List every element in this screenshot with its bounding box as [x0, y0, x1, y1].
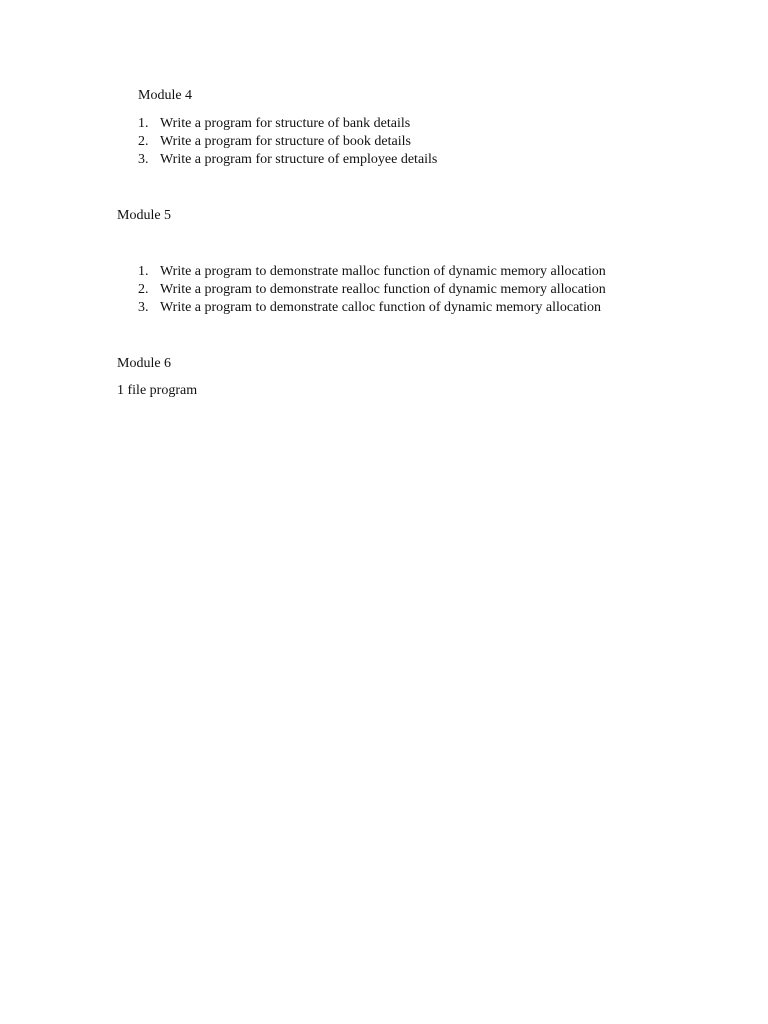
module-4-heading: Module 4: [138, 88, 193, 103]
list-item: [138, 151, 437, 169]
module-5-heading: Module 5: [117, 208, 172, 223]
module-6-heading: Module 6: [117, 356, 172, 371]
list-number: 2.: [138, 282, 149, 297]
module-6-text: 1 file program: [117, 383, 198, 398]
list-number: 2.: [138, 134, 149, 149]
list-item-text: Write a program for structure of employee details: [160, 152, 438, 167]
list-item-text: Write a program to demonstrate malloc function of dynamic memory allocation: [160, 264, 606, 279]
list-item-text: Write a program for structure of bank details: [160, 116, 411, 131]
list-item-text: Write a program for structure of book details: [160, 134, 411, 149]
list-item: [138, 299, 606, 317]
list-item: [138, 281, 606, 299]
list-item: [138, 263, 606, 281]
list-item: [138, 115, 437, 133]
list-item-text: Write a program to demonstrate realloc function of dynamic memory allocation: [160, 282, 606, 297]
list-item: [138, 133, 437, 151]
list-item-text: Write a program to demonstrate calloc function of dynamic memory allocation: [160, 300, 602, 315]
list-number: 3.: [138, 152, 149, 167]
list-number: 3.: [138, 300, 149, 315]
list-number: 1.: [138, 264, 149, 279]
module-4-list: [138, 115, 437, 169]
list-number: 1.: [138, 116, 149, 131]
module-5-list: [138, 263, 606, 317]
